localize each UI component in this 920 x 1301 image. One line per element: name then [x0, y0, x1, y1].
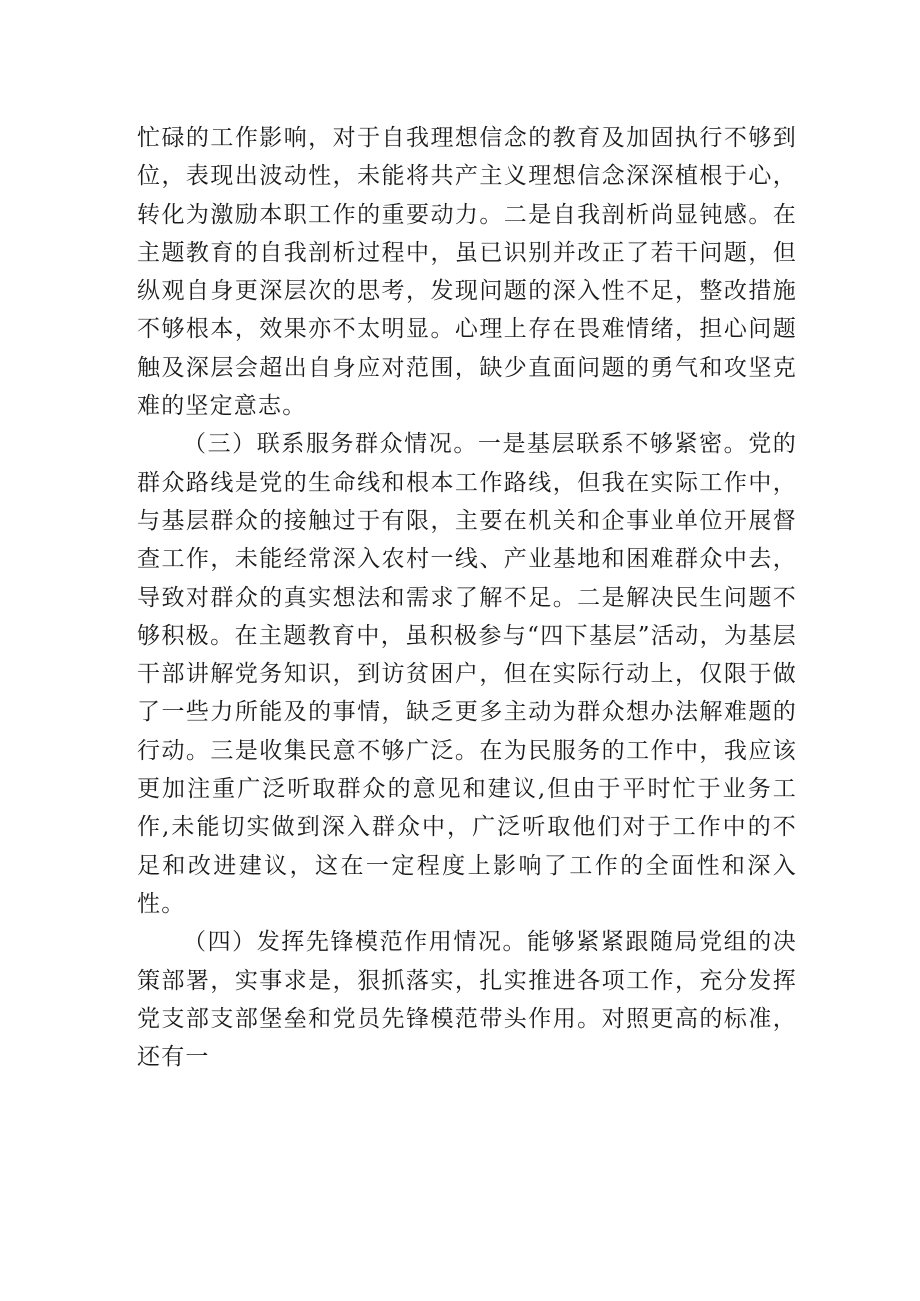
paragraph-section-4-vanguard-role: （四）发挥先锋模范作用情况。能够紧紧跟随局党组的决策部署，实事求是，狠抓落实，扎实推进各项工作，充分发挥党支部支部堡垒和党员先锋模范带头作用。对照更高的标准，还有一 — [137, 929, 797, 1071]
paragraph-continuation: 忙碌的工作影响，对于自我理想信念的教育及加固执行不够到位，表现出波动性，未能将共产主义理想信念深深植根于心，转化为激励本职工作的重要动力。二是自我剖析尚显钝感。在主题教育的自我剖析过程中，虽已识别并改正了若干问题，但纵观自身更深层次的思考，发现问题的深入性不足，整改措施不够根本，效果亦不太明显。心理上存在畏难情绪，担心问题触及深层会超出自身应对范围，缺少直面问题的勇气和攻坚克难的坚定意志。 — [137, 125, 797, 420]
paragraph-section-3-contact-service-masses: （三）联系服务群众情况。一是基层联系不够紧密。党的群众路线是党的生命线和根本工作路线，但我在实际工作中，与基层群众的接触过于有限，主要在机关和企事业单位开展督查工作，未能经常深入农村一线、产业基地和困难群众中去，导致对群众的真实想法和需求了解不足。二是解决民生问题不够积极。在主题教育中，虽积极参与“四下基层”活动，为基层干部讲解党务知识，到访贫困户，但在实际行动上，仅限于做了一些力所能及的事情，缺乏更多主动为群众想办法解难题的行动。三是收集民意不够广泛。在为民服务的工作中，我应该更加注重广泛听取群众的意见和建议,但由于平时忙于业务工作,未能切实做到深入群众中，广泛听取他们对于工作中的不足和改进建议，这在一定程度上影响了工作的全面性和深入性。 — [137, 431, 797, 917]
document-body — [137, 119, 797, 1076]
